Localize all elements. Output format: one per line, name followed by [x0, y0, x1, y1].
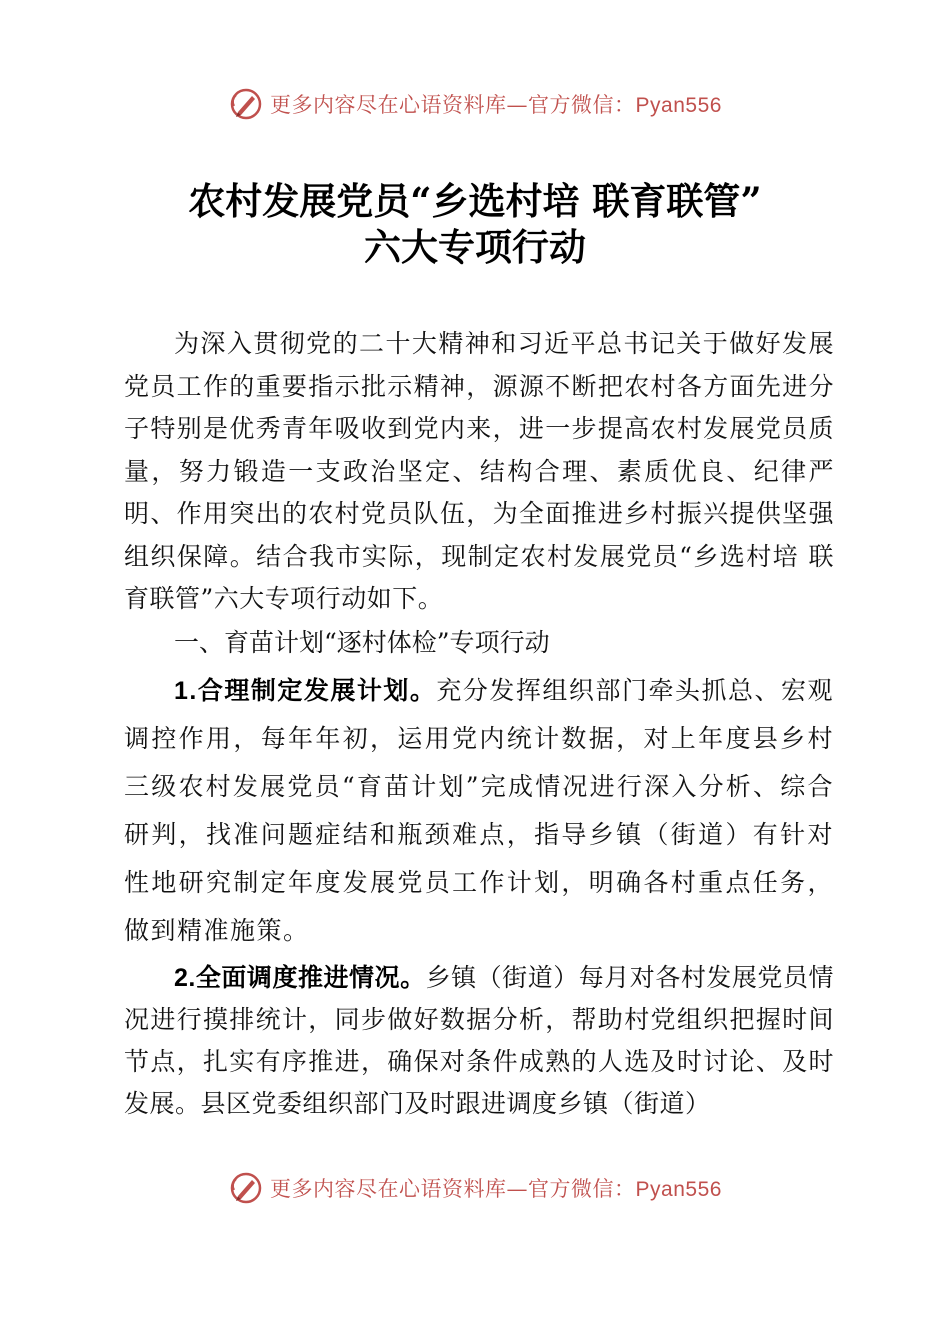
item-1-lead: 1.合理制定发展计划。 — [174, 676, 437, 705]
item-1-text: 充分发挥组织部门牵头抓总、宏观调控作用，每年年初，运用党内统计数据，对上年度县乡村三级农村发展党员“育苗计划”完成情况进行深入分析、综合研判，找准问题症结和瓶颈难点，指导乡镇（街道）有针对性地研究制定年度发展党员工作计划，明确各村重点任务，做到精准施策。 — [124, 675, 834, 945]
item-2-text: 乡镇（街道）每月对各村发展党员情况进行摸排统计，同步做好数据分析，帮助村党组织把握时间节点，扎实有序推进，确保对条件成熟的人选及时讨论、及时发展。县区党委组织部门及时跟进调度乡镇（街道） — [124, 962, 834, 1118]
section-heading-1: 一、育苗计划“逐村体检”专项行动 — [174, 627, 550, 657]
watermark-wechat-id: Pyan556 — [635, 1178, 722, 1201]
watermark-text: 更多内容尽在心语资料库—官方微信：Pyan556 — [270, 93, 722, 117]
watermark-header — [0, 84, 950, 124]
watermark-text: 更多内容尽在心语资料库—官方微信：Pyan556 — [270, 1177, 722, 1201]
document-body — [124, 323, 834, 1125]
pen-logo-icon — [228, 1170, 264, 1206]
pen-logo-icon — [228, 86, 264, 122]
item-paragraph-1 — [124, 667, 834, 955]
title-line-1: 农村发展党员“乡选村培 联育联管” — [188, 179, 762, 223]
watermark-wechat-id: Pyan556 — [635, 94, 722, 117]
watermark-footer — [0, 1168, 950, 1208]
document-title — [0, 178, 950, 270]
item-paragraph-2 — [124, 957, 834, 1125]
item-2-lead: 2.全面调度推进情况。 — [174, 963, 426, 992]
title-line-2: 六大专项行动 — [364, 225, 586, 269]
intro-paragraph: 为深入贯彻党的二十大精神和习近平总书记关于做好发展党员工作的重要指示批示精神，源源不断把农村各方面先进分子特别是优秀青年吸收到党内来，进一步提高农村发展党员质量，努力锻造一支政治坚定、结构合理、素质优良、纪律严明、作用突出的农村党员队伍，为全面推进乡村振兴提供坚强组织保障。结合我市实际，现制定农村发展党员“乡选村培 联育联管”六大专项行动如下。 — [124, 329, 834, 613]
